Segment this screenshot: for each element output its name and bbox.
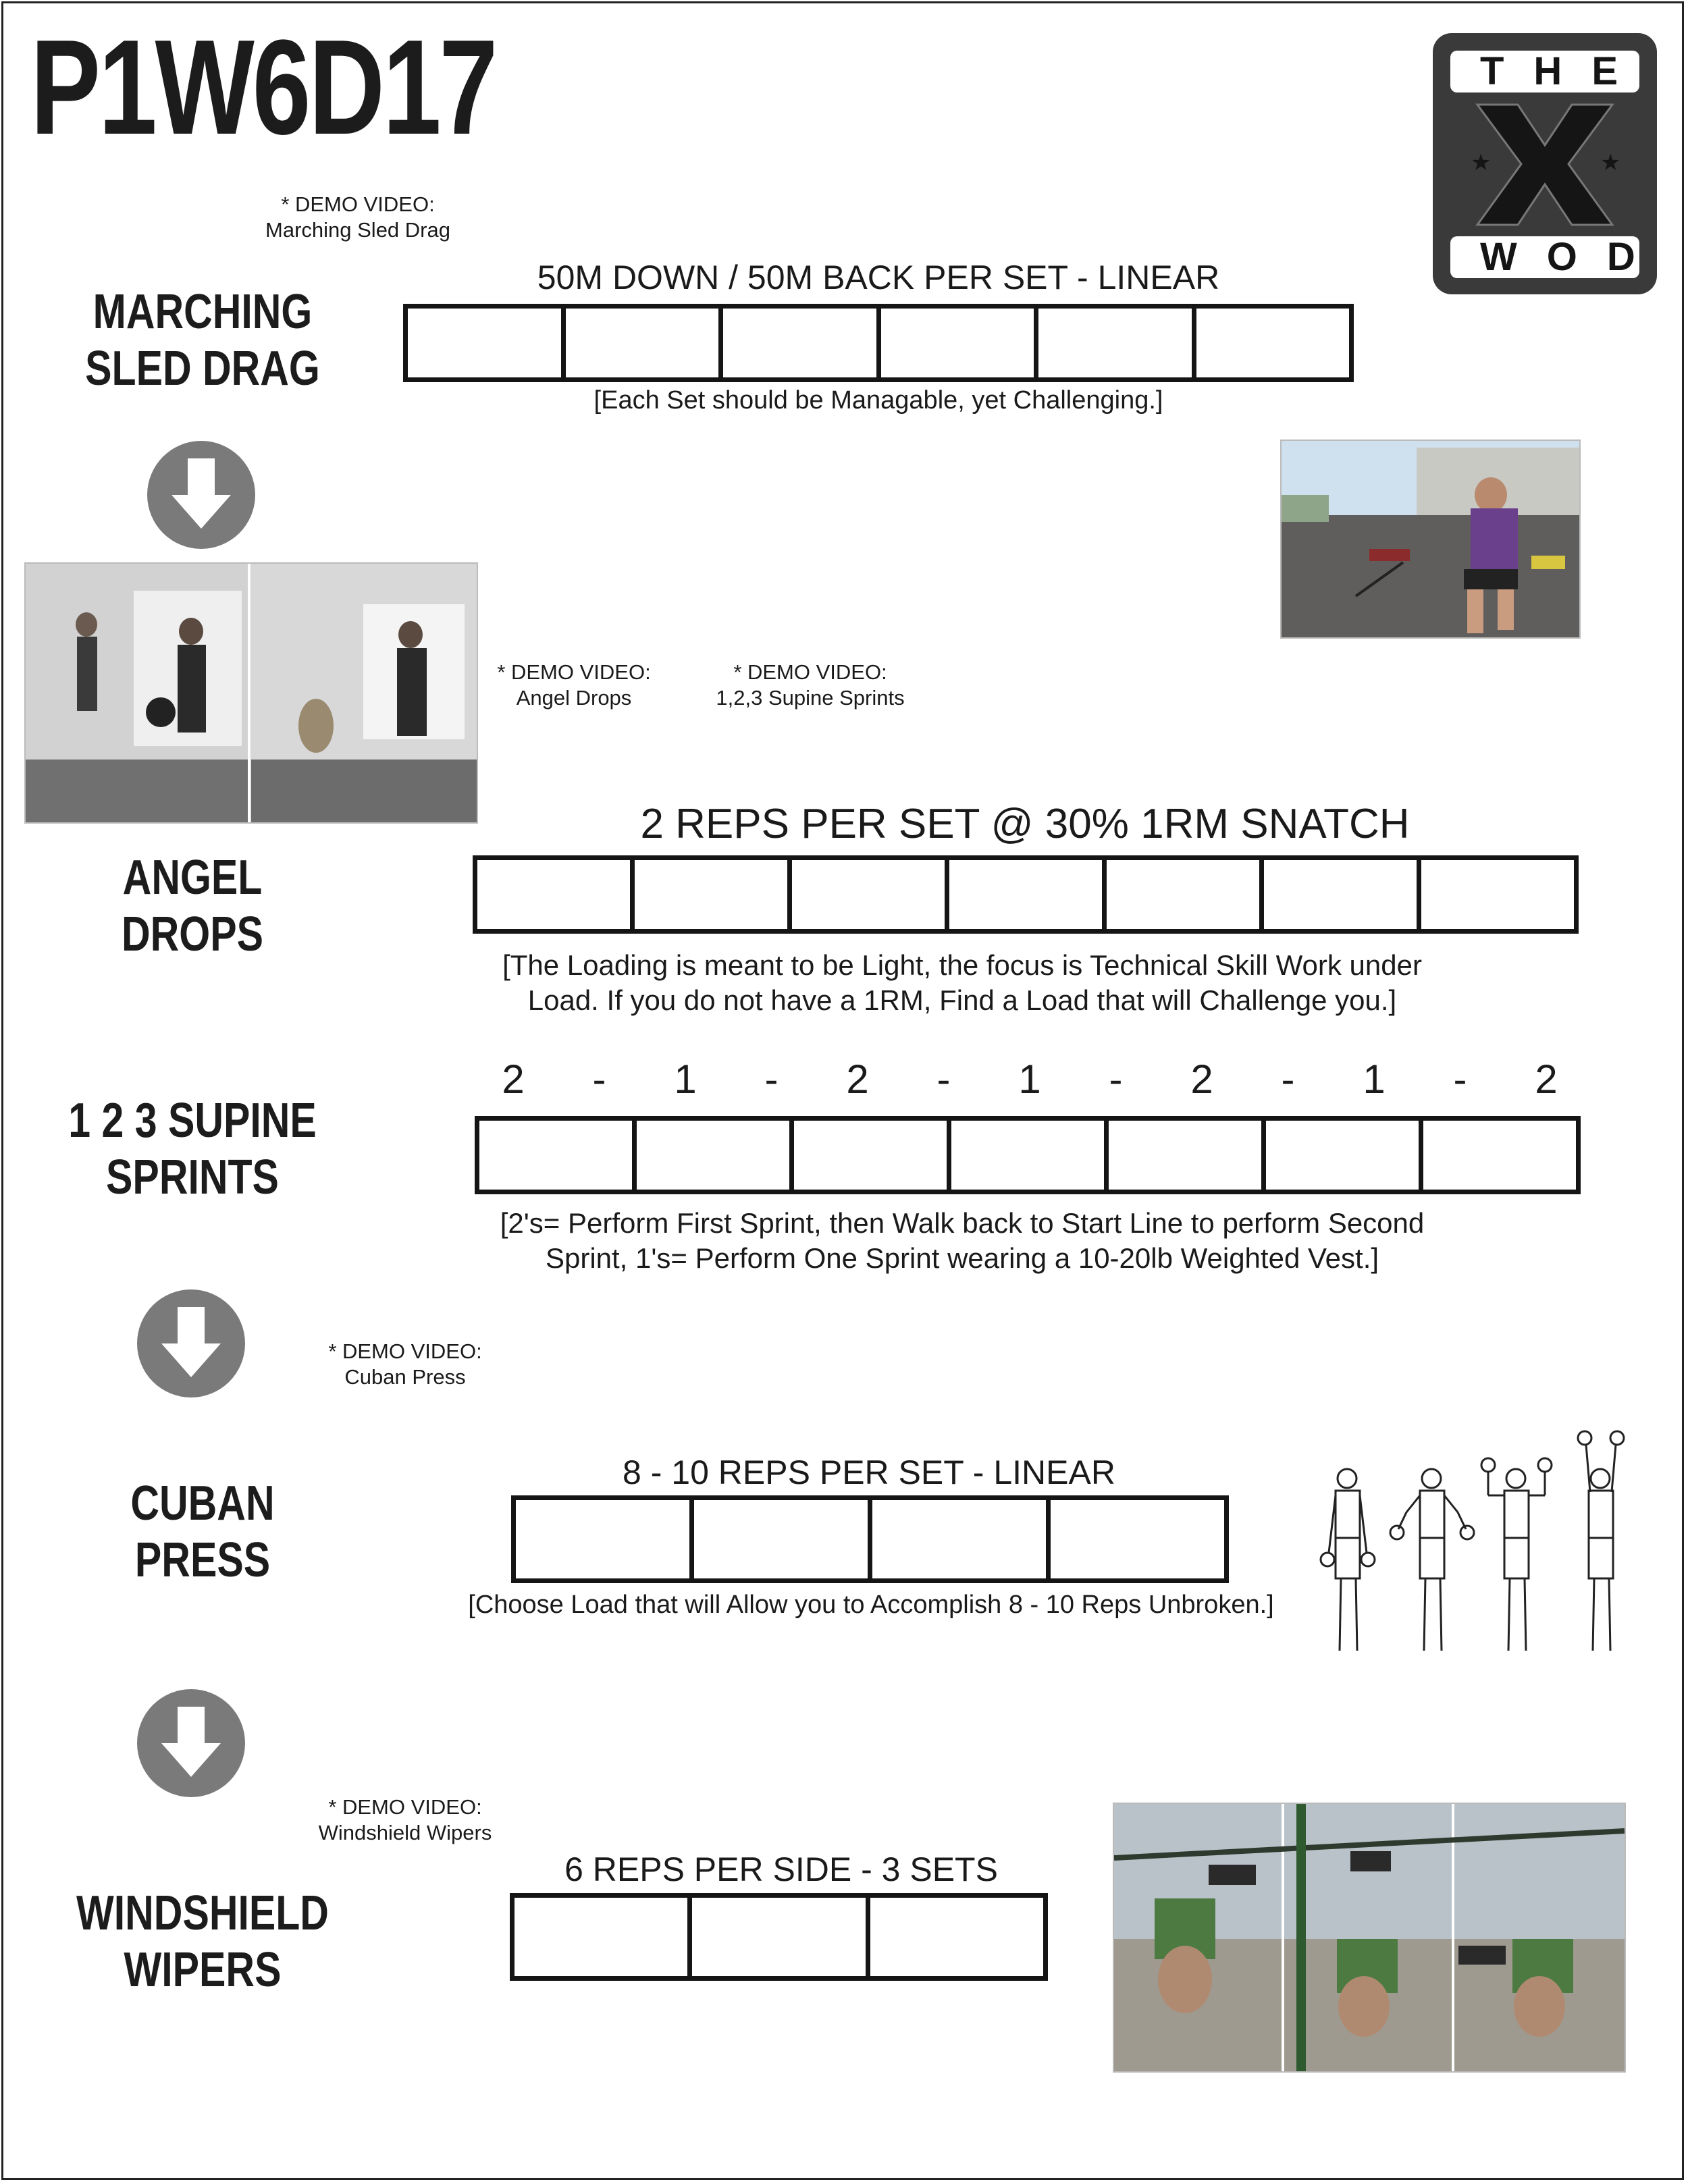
set-box[interactable] (1051, 1500, 1224, 1578)
demo-video-windshield-wipers[interactable] (297, 1794, 513, 1846)
exercise-name-supine-sprints: 1 2 3 SUPINE SPRINTS (68, 1094, 317, 1204)
set-tracker-marching-sled-drag (403, 304, 1354, 382)
demo-video-cuban-press[interactable] (311, 1339, 500, 1390)
set-title-angel-drops: 2 REPS PER SET @ 30% 1RM SNATCH (640, 801, 1410, 847)
svg-text:★: ★ (1471, 150, 1492, 176)
set-box[interactable] (694, 1500, 872, 1578)
set-box[interactable] (692, 1898, 870, 1976)
logo-top-text: THE (1480, 49, 1647, 93)
set-box[interactable] (637, 1121, 794, 1190)
demo-label: * DEMO VIDEO: (733, 660, 887, 684)
demo-video-marching-sled-drag[interactable] (230, 192, 486, 243)
set-box[interactable] (477, 860, 635, 929)
demo-name: Cuban Press (344, 1365, 466, 1389)
demo-name: 1,2,3 Supine Sprints (716, 686, 905, 710)
set-box[interactable] (949, 860, 1107, 929)
note-angel-drops: [The Loading is meant to be Light, the focus is Technical Skill Work under Load. If you do not have a 1RM, Find a Load that will Challenge you.] (502, 949, 1422, 1016)
set-tracker-supine-sprints (475, 1116, 1581, 1194)
set-box[interactable] (1038, 309, 1196, 377)
set-title-cuban-press: 8 - 10 REPS PER SET - LINEAR (623, 1454, 1115, 1491)
set-title-windshield-wipers: 6 REPS PER SIDE - 3 SETS (564, 1850, 998, 1888)
down-arrow-circle-icon (136, 1288, 246, 1399)
set-box[interactable] (635, 860, 792, 929)
exercise-name-marching-sled-drag: MARCHING SLED DRAG (85, 285, 320, 396)
set-box[interactable] (794, 1121, 951, 1190)
exercise-name-angel-drops: ANGEL DROPS (122, 851, 263, 961)
demo-label: * DEMO VIDEO: (328, 1795, 482, 1819)
demo-label: * DEMO VIDEO: (281, 192, 435, 216)
demo-video-angel-drops[interactable] (473, 660, 675, 711)
note-supine-sprints: [2's= Perform First Sprint, then Walk back to Start Line to perform Second Sprint, 1's= Perform One Sprint wearing a 10-20lb Weighted Vest.] (500, 1207, 1425, 1274)
set-box[interactable] (872, 1500, 1051, 1578)
marching-sled-drag-photo (1280, 440, 1581, 639)
set-box[interactable] (515, 1898, 692, 1976)
set-box[interactable] (1107, 860, 1264, 929)
demo-name: Angel Drops (516, 686, 632, 710)
demo-label: * DEMO VIDEO: (328, 1339, 482, 1363)
exercise-name-cuban-press: CUBAN PRESS (130, 1476, 275, 1587)
down-arrow-circle-icon (146, 440, 257, 550)
set-box[interactable] (566, 309, 724, 377)
set-box[interactable] (1421, 860, 1574, 929)
set-box[interactable] (870, 1898, 1043, 1976)
set-box[interactable] (881, 309, 1039, 377)
set-tracker-windshield-wipers (510, 1893, 1048, 1981)
set-box[interactable] (1264, 860, 1421, 929)
set-box[interactable] (1109, 1121, 1266, 1190)
down-arrow-circle-icon (136, 1688, 246, 1799)
set-box[interactable] (1196, 309, 1350, 377)
exercise-name-windshield-wipers: WINDSHIELD WIPERS (76, 1886, 329, 1997)
set-box[interactable] (479, 1121, 637, 1190)
demo-video-supine-sprints[interactable] (689, 660, 932, 711)
set-box[interactable] (792, 860, 949, 929)
note-cuban-press: [Choose Load that will Allow you to Accomplish 8 - 10 Reps Unbroken.] (468, 1591, 1274, 1619)
set-box[interactable] (516, 1500, 694, 1578)
set-tracker-cuban-press (511, 1495, 1229, 1583)
demo-name: Marching Sled Drag (265, 218, 450, 242)
sprint-sequence: 2 - 1 - 2 - 1 - 2 - 1 - 2 (502, 1057, 1558, 1102)
note-marching-sled-drag: [Each Set should be Managable, yet Challenging.] (594, 386, 1163, 415)
set-box[interactable] (1423, 1121, 1576, 1190)
set-box[interactable] (723, 309, 881, 377)
demo-label: * DEMO VIDEO: (497, 660, 651, 684)
svg-text:★: ★ (1600, 150, 1621, 176)
set-title-marching-sled-drag: 50M DOWN / 50M BACK PER SET - LINEAR (537, 259, 1220, 296)
demo-name: Windshield Wipers (318, 1821, 492, 1844)
logo-bottom-text: WOD (1480, 235, 1665, 279)
windshield-wipers-photo (1113, 1803, 1626, 2073)
angel-drops-photo (24, 562, 478, 824)
set-box[interactable] (1266, 1121, 1423, 1190)
cuban-press-illustration (1317, 1424, 1661, 1661)
page-title: P1W6D17 (30, 12, 496, 163)
set-box[interactable] (951, 1121, 1109, 1190)
set-box[interactable] (408, 309, 566, 377)
the-x-wod-logo (1430, 30, 1665, 297)
set-tracker-angel-drops (473, 855, 1579, 934)
